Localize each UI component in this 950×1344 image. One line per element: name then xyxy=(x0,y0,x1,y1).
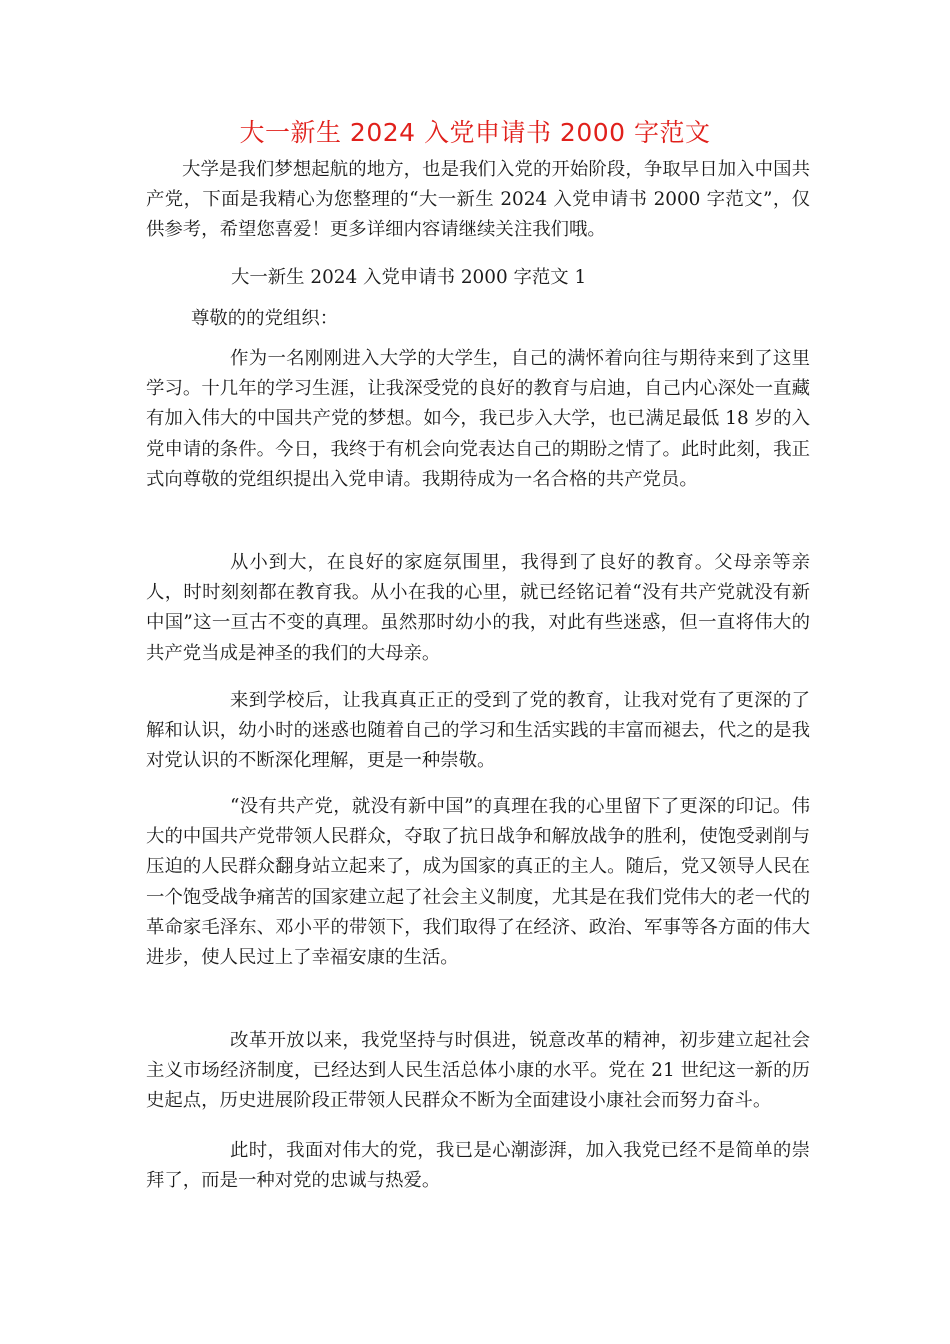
salutation: 尊敬的的党组织： xyxy=(191,308,339,329)
body-paragraph-3: 来到学校后，让我真真正正的受到了党的教育，让我对党有了更深的了解和认识，幼小时的迷惑也随着自己的学习和生活实践的丰富而褪去，代之的是我对党认识的不断深化理解，更是一种崇敬。 xyxy=(146,690,810,772)
body-paragraph-2: 从小到大，在良好的家庭氛围里，我得到了良好的教育。父母亲等亲人，时时刻刻都在教育我。从小在我的心里，就已经铭记着“没有共产党就没有新中国”这一亘古不变的真理。虽然那时幼小的我，对此有些迷惑，但一直将伟大的共产党当成是神圣的我们的大母亲。 xyxy=(146,552,810,664)
body-paragraph-6: 此时，我面对伟大的党，我已是心潮澎湃，加入我党已经不是简单的崇拜了，而是一种对党的忠诚与热爱。 xyxy=(146,1140,810,1192)
body-paragraph-4: “没有共产党，就没有新中国”的真理在我的心里留下了更深的印记。伟大的中国共产党带领人民群众，夺取了抗日战争和解放战争的胜利，使饱受剥削与压迫的人民群众翻身站立起来了，成为国家的真正的主人。随后，党又领导人民在一个饱受战争痛苦的国家建立起了社会主义制度，尤其是在我们党伟大的老一代的革命家毛泽东、邓小平的带领下，我们取得了在经济、政治、军事等各方面的伟大进步，使人民过上了幸福安康的生活。 xyxy=(146,796,810,969)
body-paragraph-1: 作为一名刚刚进入大学的大学生，自己的满怀着向往与期待来到了这里学习。十几年的学习生涯，让我深受党的良好的教育与启迪，自己内心深处一直藏有加入伟大的中国共产党的梦想。如今，我已步入大学，也已满足最低 18 岁的入党申请的条件。今日，我终于有机会向党表达自己的期盼之情了。此时此刻，我正式向尊敬的党组织提出入党申请。我期待成为一名合格的共产党员。 xyxy=(146,348,810,490)
intro-paragraph: 大学是我们梦想起航的地方，也是我们入党的开始阶段，争取早日加入中国共产党，下面是我精心为您整理的“大一新生 2024 入党申请书 2000 字范文”，仅供参考，希望您喜爱！更多详细内容请继续关注我们哦。 xyxy=(146,159,810,241)
body-paragraph-5: 改革开放以来，我党坚持与时俱进，锐意改革的精神，初步建立起社会主义市场经济制度，已经达到人民生活总体小康的水平。党在 21 世纪这一新的历史起点，历史进展阶段正带领人民群众不断为全面建设小康社会而努力奋斗。 xyxy=(146,1030,810,1112)
document-title: 大一新生 2024 入党申请书 2000 字范文 xyxy=(239,118,711,147)
section-subtitle: 大一新生 2024 入党申请书 2000 字范文 1 xyxy=(231,267,587,288)
